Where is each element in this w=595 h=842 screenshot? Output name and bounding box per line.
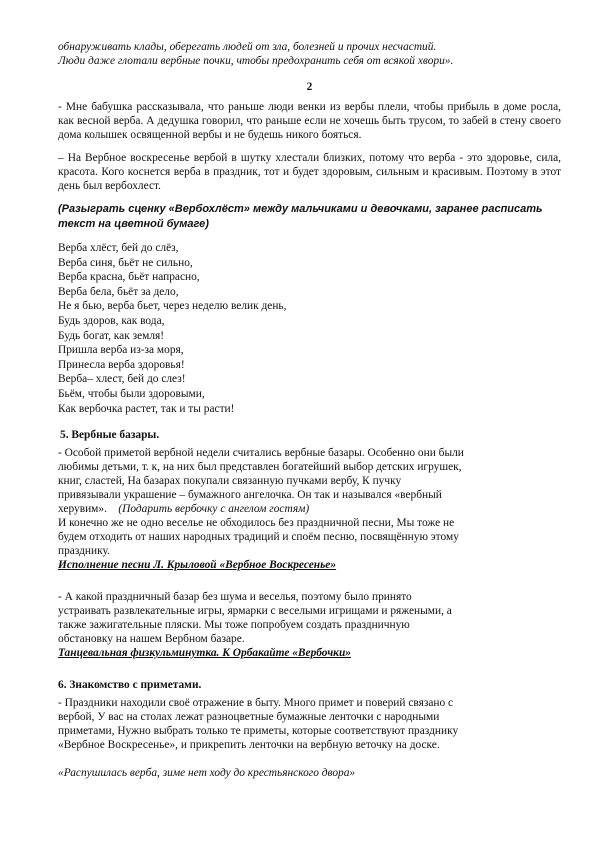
poem-line: Принесла верба здоровья!	[58, 358, 185, 371]
text-line: празднику.	[58, 545, 110, 558]
text-line: - Праздники находили своё отражение в быту. Много примет и поверий связано с	[58, 697, 454, 710]
stage-direction: (Разыграть сценку «Вербохлёст» между мальчиками и девочками, заранее расписать текст на цветной бумаге)	[58, 203, 543, 230]
poem-line: Пришла верба из-за моря,	[58, 344, 184, 357]
poem-line: Верба красна, бьёт напрасно,	[58, 271, 200, 284]
bazaar-text	[58, 590, 561, 660]
poem	[58, 241, 561, 416]
paragraph-grandmother: - Мне бабушка рассказывала, что раньше люди венки из вербы плели, чтобы прибыль в доме росла, как весной верба. А дедушка говорил, что раньше если не хочешь быть трусом, то забей в стену своего дома колышек освященной вербы и не будешь никого бояться.	[58, 101, 561, 141]
poem-line: Верба синя, бьёт не сильно,	[58, 256, 193, 269]
paragraph-verbokhlest: – На Вербное воскресенье вербой в шутку хлестали близких, потому что верба - это здоровье, сила, красота. Кого коснется верба в праздник, тот и будет здоровым, сильным и красивым. Поэтому в этот день был вербохлест.	[58, 152, 561, 192]
text-line: привязывали украшение – бумажного ангелочка. Он так и назывался «вербный	[58, 489, 442, 502]
intro-quote	[58, 40, 561, 68]
text-line: устраивать развлекательные игры, ярмарки с веселыми игрищами и ряжеными, а	[58, 605, 452, 618]
section-5-text	[58, 446, 561, 572]
poem-line: Бьём, чтобы были здоровыми,	[58, 387, 205, 400]
page-number: 2	[306, 81, 313, 93]
text-line: любимы детьми, т. к, на них был представлен богатейший выбор детских игрушек,	[58, 461, 462, 474]
poem-line: Верба– хлест, бей до слез!	[58, 373, 186, 386]
text-line: приметами, Нужно выбрать только те приметы, которые соответствуют празднику	[58, 725, 459, 738]
poem-line: Верба бела, бьёт за дело,	[58, 285, 179, 298]
text-line: также зажигательные пляски. Мы тоже попробуем создать праздничную	[58, 619, 410, 632]
poem-line: Будь здоров, как вода,	[58, 314, 165, 327]
text-line: «Вербное Воскресенье», и прикрепить ленточки на вербную веточку на доске.	[58, 739, 440, 752]
text-line: будем отходить от наших народных традиций и споём песню, посвящённую этому	[58, 531, 459, 544]
intro-line: Люди даже глотали вербные почки, чтобы предохранить себя от всякой хвори».	[58, 55, 454, 67]
poem-line: Как вербочка растет, так и ты расти!	[58, 402, 235, 415]
cherub-word: херувим».	[58, 503, 107, 516]
text-line: - А какой праздничный базар без шума и веселья, поэтому было принято	[58, 591, 412, 604]
text-line: - Особой приметой вербной недели считались вербные базары. Особенно они были	[58, 447, 464, 460]
song-performance: Исполнение песни Л. Крыловой «Вербное Воскресенье»	[58, 559, 337, 572]
section-6-text	[58, 696, 561, 752]
text-line: книг, сластей, На базарах покупали связанную пучками вербу, К пучку	[58, 475, 402, 488]
section-5-title: 5. Вербные базары.	[60, 429, 160, 442]
dance-break: Танцевальная физкульминутка. К Орбакайте «Вербочки»	[58, 647, 351, 660]
poem-line: Будь богат, как земля!	[58, 329, 165, 342]
text-line	[58, 502, 561, 516]
text-line: вербой, У вас на столах лежат разноцветные бумажные ленточки с народными	[58, 711, 440, 724]
poem-line: Верба хлёст, бей до слёз,	[58, 242, 179, 254]
text-line: И конечно же не одно веселье не обходилось без праздничной песни, Мы тоже не	[58, 517, 455, 530]
gift-note: (Подарить вербочку с ангелом гостям)	[118, 503, 310, 516]
poem-line: Не я бью, верба бьет, через неделю велик день,	[58, 300, 287, 313]
closing-proverb: «Распушилась верба, зиме нет ходу до крестьянского двора»	[58, 767, 356, 780]
section-6-title: 6. Знакомство с приметами.	[58, 679, 202, 692]
intro-line: обнаруживать клады, оберегать людей от зла, болезней и прочих несчастий.	[58, 41, 437, 53]
text-line: обстановку на нашем Вербном базаре.	[58, 633, 245, 646]
